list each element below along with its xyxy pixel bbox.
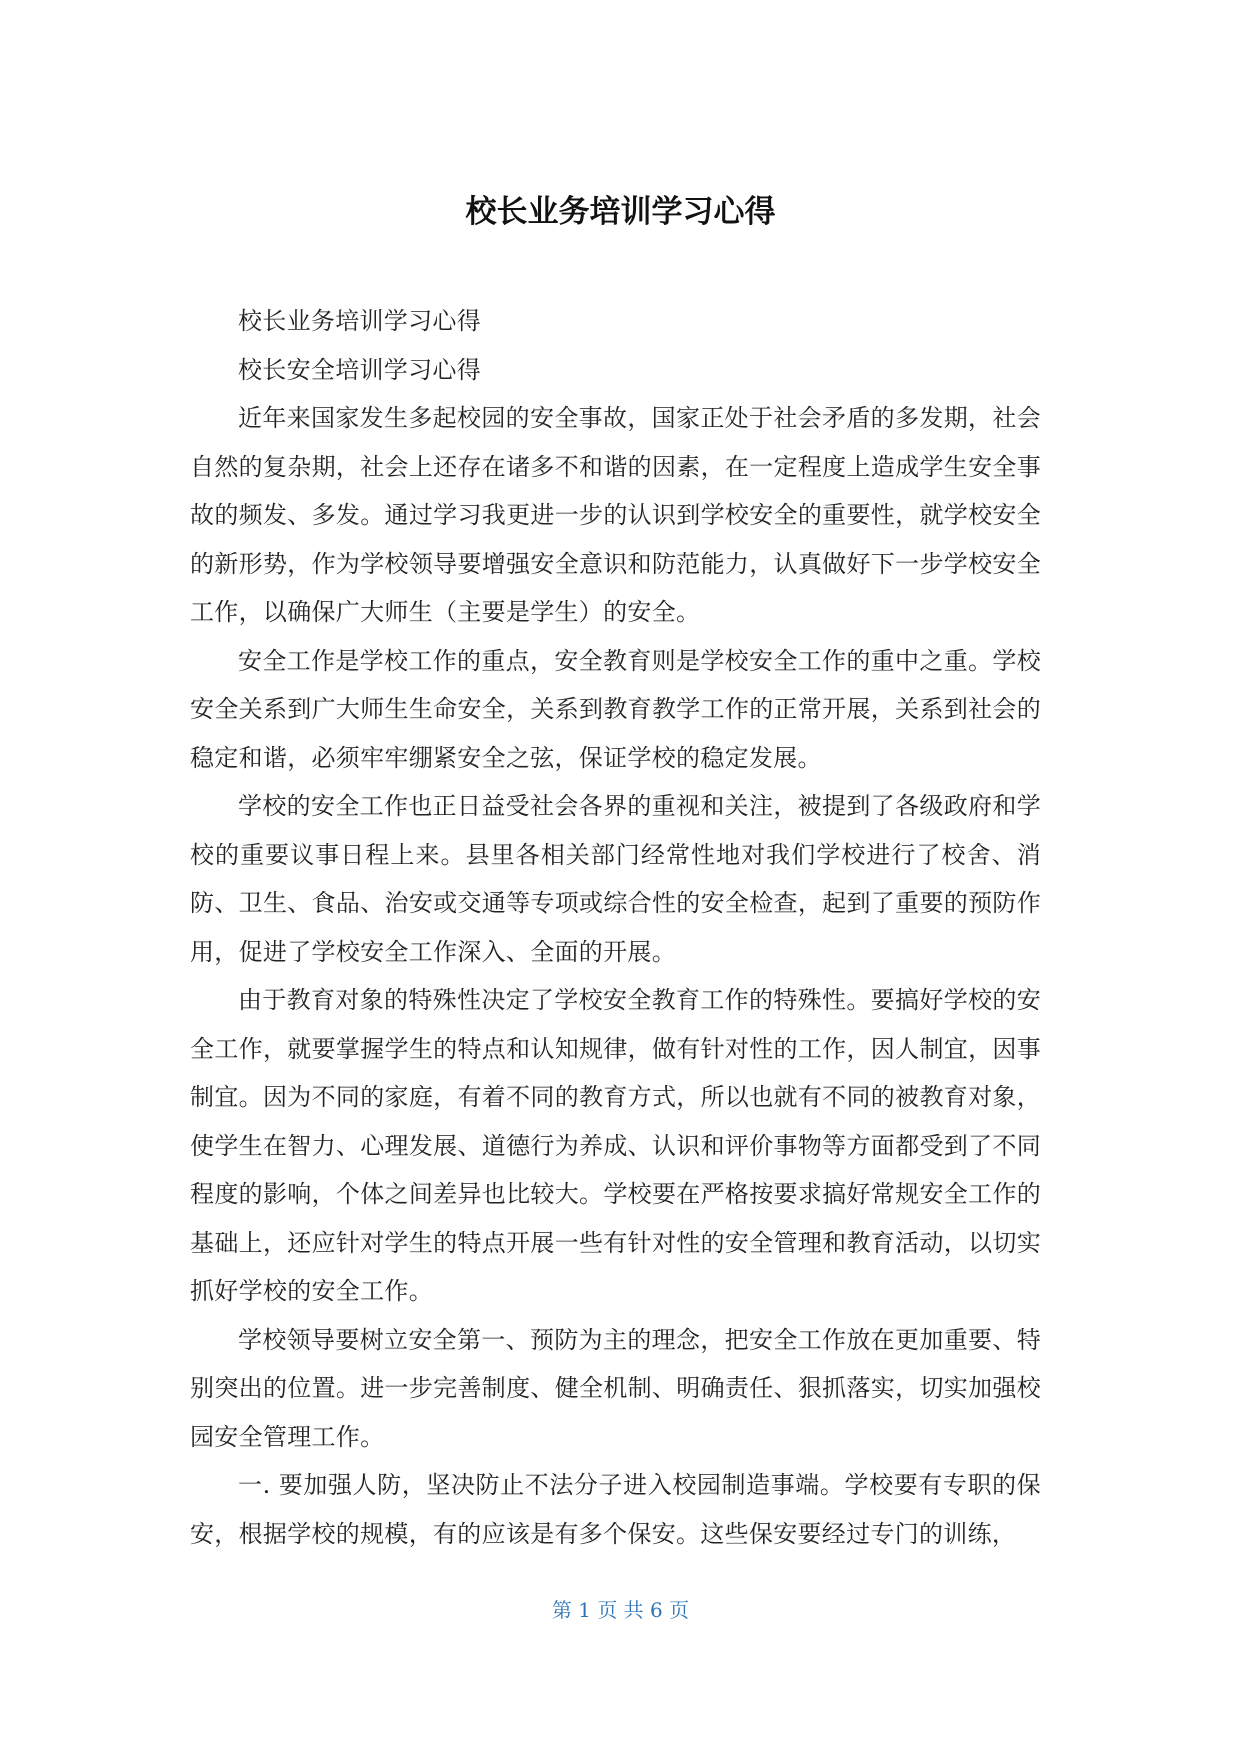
paragraph: 近年来国家发生多起校园的安全事故，国家正处于社会矛盾的多发期，社会自然的复杂期，社会上还存在诸多不和谐的因素，在一定程度上造成学生安全事故的频发、多发。通过学习我更进一步的认识到学校安全的重要性，就学校安全的新形势，作为学校领导要增强安全意识和防范能力，认真做好下一步学校安全工作，以确保广大师生（主要是学生）的安全。 (190, 404, 1041, 626)
paragraph-subtitle-1: 校长业务培训学习心得 (238, 307, 481, 335)
paragraph: 一. 要加强人防，坚决防止不法分子进入校园制造事端。学校要有专职的保安，根据学校的规模，有的应该是有多个保安。这些保安要经过专门的训练， (190, 1471, 1041, 1548)
page-number-footer: 第 1 页 共 6 页 (551, 1598, 690, 1622)
paragraph: 学校的安全工作也正日益受社会各界的重视和关注，被提到了各级政府和学校的重要议事日程上来。县里各相关部门经常性地对我们学校进行了校舍、消防、卫生、食品、治安或交通等专项或综合性的安全检查，起到了重要的预防作用，促进了学校安全工作深入、全面的开展。 (190, 792, 1041, 966)
document-title: 校长业务培训学习心得 (465, 194, 776, 230)
paragraph: 由于教育对象的特殊性决定了学校安全教育工作的特殊性。要搞好学校的安全工作，就要掌握学生的特点和认知规律，做有针对性的工作，因人制宜，因事制宜。因为不同的家庭，有着不同的教育方式，所以也就有不同的被教育对象，使学生在智力、心理发展、道德行为养成、认识和评价事物等方面都受到了不同程度的影响，个体之间差异也比较大。学校要在严格按要求搞好常规安全工作的基础上，还应针对学生的特点开展一些有针对性的安全管理和教育活动，以切实抓好学校的安全工作。 (190, 986, 1041, 1305)
paragraph: 安全工作是学校工作的重点，安全教育则是学校安全工作的重中之重。学校安全关系到广大师生生命安全，关系到教育教学工作的正常开展，关系到社会的稳定和谐，必须牢牢绷紧安全之弦，保证学校的稳定发展。 (190, 646, 1041, 772)
document-body (190, 297, 1041, 1558)
paragraph-subtitle-2: 校长安全培训学习心得 (238, 355, 481, 384)
paragraph: 学校领导要树立安全第一、预防为主的理念，把安全工作放在更加重要、特别突出的位置。进一步完善制度、健全机制、明确责任、狠抓落实，切实加强校园安全管理工作。 (190, 1325, 1041, 1451)
